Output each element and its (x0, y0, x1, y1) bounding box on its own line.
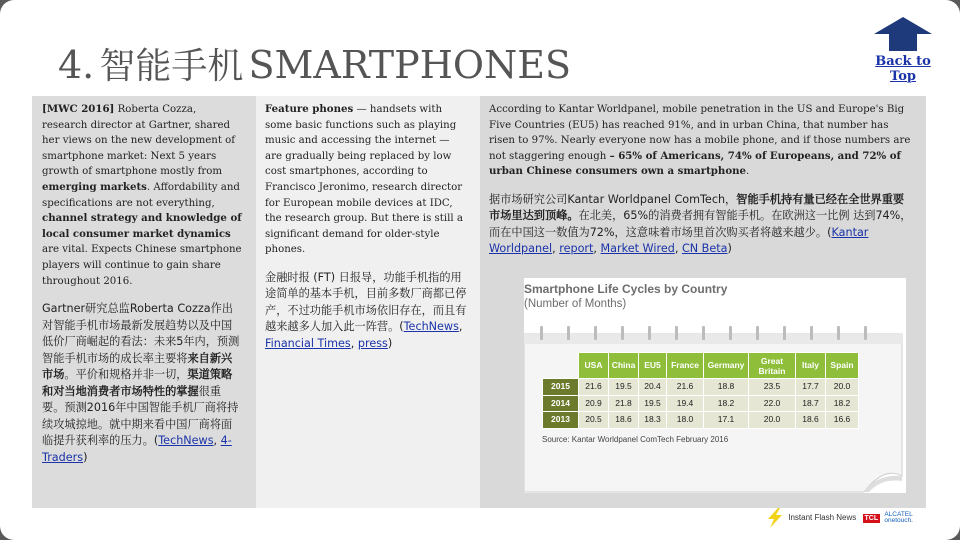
header-great-britain: Great Britain (749, 353, 796, 379)
gartner-cn-paragraph (42, 301, 242, 466)
text-run: Roberta Cozza, research director at Gartner, shared her views on the new development of smartphone market: Next 5 years growth of smartphone mostly from (42, 104, 236, 178)
link-financial-times[interactable]: Financial Times (265, 336, 351, 350)
data-cell: 20.0 (749, 412, 796, 429)
link-kantar-worldpanel[interactable]: Kantar Worldpanel (489, 225, 869, 256)
text-run: 在北美，65%的消费者拥有智能手机。在欧洲这一比例 达到74%，而在中国这一数值为72%，这意味着市场里首次购买者将越来越少。( (489, 209, 912, 239)
data-cell: 23.5 (749, 379, 796, 396)
text-run: 很重要。预测2016年中国智能手机厂商将持续攻城掠地。就中期来看中国厂商将面临提升获利率的压力。( (42, 384, 239, 448)
gartner-en-paragraph (42, 102, 242, 289)
text-run: 金融时报 (FT) 日报导，功能手机指的用途简单的基本手机，目前多数厂商都已停产，不过功能手机市场依旧存在，而且有越来越多人加入此一阵营。( (265, 270, 467, 334)
text-bold: channel strategy and knowledge of local consumer market dynamics (42, 212, 242, 240)
column-feature-phones (256, 96, 480, 508)
data-cell: 18.6 (609, 412, 639, 429)
table-row (543, 395, 859, 412)
data-cell: 18.3 (639, 412, 667, 429)
text-bold: 渠道策略和对当地消费者市场特性的掌握 (42, 368, 233, 398)
page-title (58, 38, 571, 98)
link-technews[interactable]: TechNews (158, 434, 214, 448)
data-cell: 21.6 (579, 379, 609, 396)
mwc-tag: [MWC 2016] (42, 103, 115, 115)
data-cell: 22.0 (749, 395, 796, 412)
data-cell: 21.8 (609, 395, 639, 412)
separator: , (213, 434, 221, 448)
link-press[interactable]: press (357, 336, 388, 350)
header-france: France (667, 353, 704, 379)
column-gartner (32, 96, 256, 508)
year-cell: 2015 (543, 379, 579, 396)
alcatel-logo (884, 512, 913, 525)
kantar-en-paragraph (489, 102, 914, 180)
arrow-up-icon[interactable] (873, 16, 933, 52)
footer-brand: Instant Flash News (788, 513, 857, 523)
data-cell: 21.6 (667, 379, 704, 396)
separator: , (552, 242, 560, 256)
text-run: — handsets with some basic functions such as playing music and accessing the internet — are gradually being replaced by low cost smartphones, according to Francisco Jeronimo, research director for European mobile devices at IDC, the research group. But there is still a significant demand for older-style phones. (265, 104, 463, 256)
column-kantar (480, 96, 926, 508)
kantar-cn-paragraph (489, 192, 914, 258)
separator: , (350, 336, 358, 350)
data-cell: 20.0 (826, 379, 859, 396)
data-cell: 17.7 (796, 379, 826, 396)
header-spain: Spain (826, 353, 859, 379)
text-run: . (746, 166, 750, 178)
feature-phones-cn-paragraph (265, 270, 468, 353)
lifecycle-table (542, 352, 859, 429)
header-usa: USA (579, 353, 609, 379)
back-to-top[interactable] (862, 16, 944, 84)
header-germany: Germany (704, 353, 749, 379)
onetouch-text: onetouch. (884, 517, 913, 524)
separator: , (593, 242, 601, 256)
data-cell: 18.0 (667, 412, 704, 429)
separator: , (674, 242, 682, 256)
title-chinese: 智能手机 (99, 46, 244, 87)
link-technews[interactable]: TechNews (403, 320, 459, 334)
title-number: 4. (58, 43, 95, 87)
data-cell: 20.4 (639, 379, 667, 396)
header-china: China (609, 353, 639, 379)
alcatel-text: ALCATEL (884, 510, 913, 518)
link-report[interactable]: report (559, 242, 594, 256)
title-english: SMARTPHONES (248, 43, 572, 87)
data-cell: 18.7 (796, 395, 826, 412)
header-blank (543, 353, 579, 379)
text-run: Gartner研究总监Roberta Cozza作出对智能手机市场最新发展趋势以及中国低价厂商崛起的看法：未来5年内，预测智能手机市场的成长率主要将 (42, 302, 240, 365)
paren-close: ) (727, 242, 732, 256)
link-4-traders[interactable]: 4-Traders (42, 434, 232, 464)
lightning-bolt-icon (764, 508, 786, 528)
link-market-wired[interactable]: Market Wired (600, 242, 675, 256)
data-cell: 17.1 (704, 412, 749, 429)
text-run: . Affordability and specifications are not everything, (42, 181, 240, 209)
year-cell: 2014 (543, 395, 579, 412)
data-cell: 20.9 (579, 395, 609, 412)
smartphone-lifecycle-chart (524, 278, 906, 493)
header-eu5: EU5 (639, 353, 667, 379)
tcl-logo: TCL (864, 514, 879, 522)
header-italy: Italy (796, 353, 826, 379)
data-cell: 19.5 (639, 395, 667, 412)
data-cell: 16.6 (826, 412, 859, 429)
year-cell: 2013 (543, 412, 579, 429)
text-bold: 来自新兴市场 (42, 351, 233, 382)
paren-close: ) (83, 450, 88, 464)
paren-close: ) (387, 336, 393, 350)
data-cell: 19.4 (667, 395, 704, 412)
chart-title: Smartphone Life Cycles by Country (524, 282, 728, 296)
data-cell: 20.5 (579, 412, 609, 429)
text-run: According to Kantar Worldpanel, mobile penetration in the US and Europe's Big Five Countries (EU5) has reached 91%, and in urban China, that number has risen to 97%. Nearly everyone now has a mobile phone, and if those numbers are not staggering enough (489, 104, 911, 162)
text-bold: Feature phones (265, 103, 354, 115)
chart-subtitle: (Number of Months) (524, 298, 627, 310)
text-run: 。平价和规格并非一切， (64, 368, 188, 382)
footer-logo (764, 508, 913, 528)
chart-source: Source: Kantar Worldpanel ComTech February 2016 (542, 435, 729, 444)
data-cell: 18.6 (796, 412, 826, 429)
back-to-top-link[interactable]: Back to Top (875, 54, 931, 84)
table-header-row (543, 353, 859, 379)
feature-phones-en-paragraph (265, 102, 468, 258)
separator: , (458, 320, 463, 334)
text-run: are vital. Expects Chinese smartphone players will continue to gain share throughout 2016. (42, 244, 242, 287)
text-bold: – 65% of Americans, 74% of Europeans, and 72% of urban Chinese consumers own a smartphone (489, 149, 901, 178)
data-cell: 18.8 (704, 379, 749, 396)
link-cn-beta[interactable]: CN Beta (681, 242, 728, 256)
table-row (543, 412, 859, 429)
data-cell: 19.5 (609, 379, 639, 396)
data-cell: 18.2 (826, 395, 859, 412)
text-run: 据市场研究公司Kantar Worldpanel ComTech， (489, 192, 737, 206)
data-cell: 18.2 (704, 395, 749, 412)
table-row (543, 379, 859, 396)
text-bold: emerging markets (42, 180, 147, 193)
text-bold: 智能手机持有量已经在全世界重要市场里达到顶峰。 (489, 192, 905, 223)
